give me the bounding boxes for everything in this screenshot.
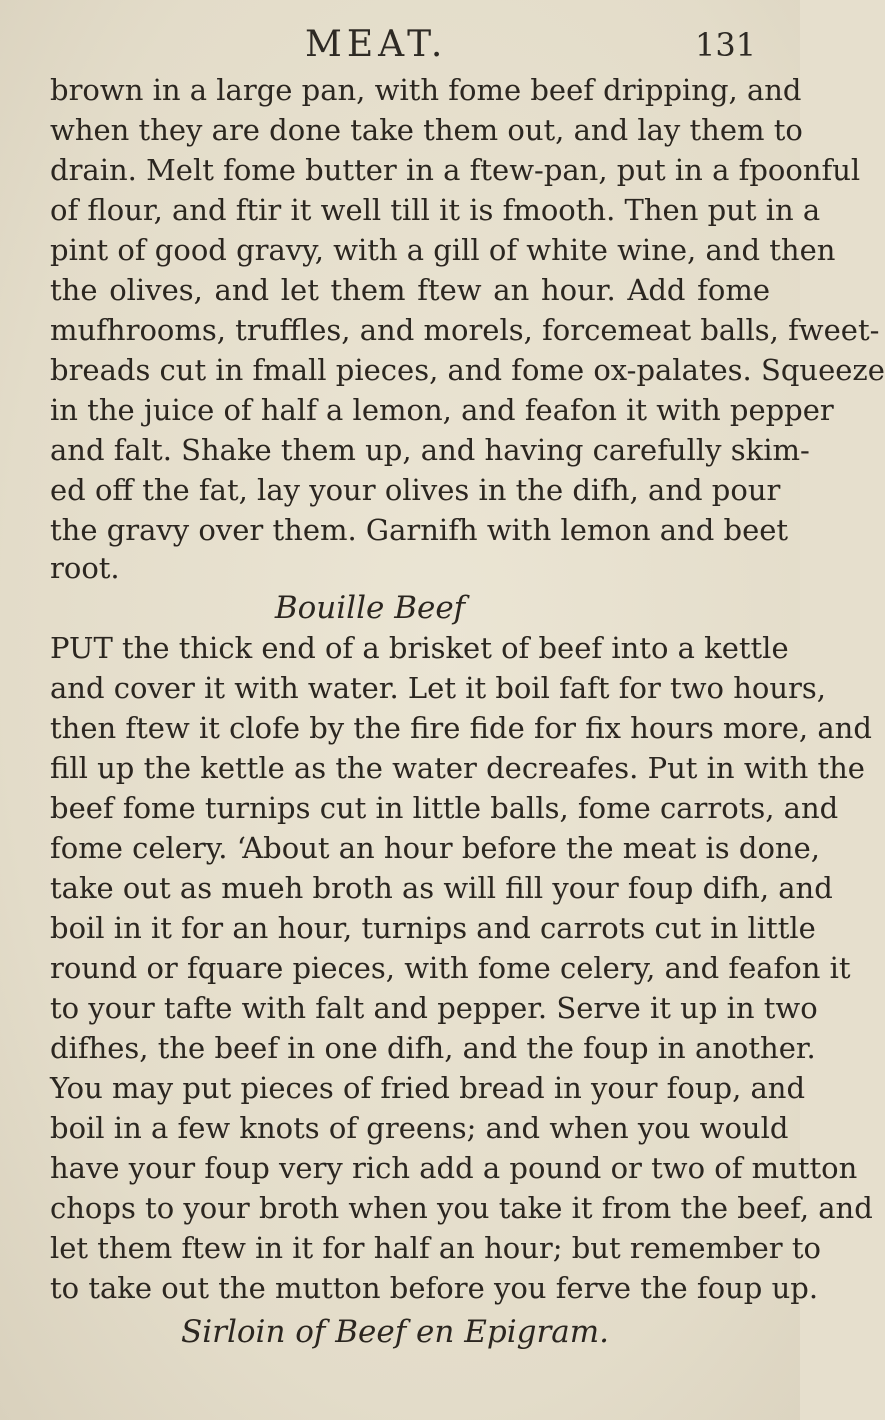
- text-line: round or fquare pieces, with fome celery, and feafon it: [50, 951, 851, 985]
- text-line: and falt. Shake them up, and having carefully skim-: [50, 433, 810, 467]
- text-line: the olives, and let them ftew an hour. Add fome: [50, 273, 770, 307]
- text-line: let them ftew in it for half an hour; but remember to: [50, 1231, 821, 1265]
- text-line: breads cut in fmall pieces, and fome ox-palates. Squeeze: [50, 353, 885, 387]
- recipe-title-sirloin-en-epigram: Sirloin of Beef en Epigram.: [180, 1314, 610, 1350]
- text-line: boil in it for an hour, turnips and carrots cut in little: [50, 911, 816, 945]
- recipe-title-bouille-beef: Bouille Beef: [274, 590, 466, 626]
- text-line: to your tafte with falt and pepper. Serve it up in two: [50, 991, 818, 1025]
- text-line: brown in a large pan, with fome beef dripping, and: [50, 73, 802, 107]
- text-line: ed off the fat, lay your olives in the difh, and pour: [50, 473, 781, 507]
- text-line: fill up the kettle as the water decreafes. Put in with the: [50, 751, 865, 785]
- text-line: You may put pieces of fried bread in your foup, and: [50, 1071, 806, 1105]
- text-line: drain. Melt fome butter in a ftew-pan, put in a fpoonful: [50, 153, 861, 187]
- text-line: mufhrooms, truffles, and morels, forcemeat balls, fweet-: [50, 313, 880, 347]
- text-line: of flour, and ftir it well till it is fmooth. Then put in a: [50, 193, 821, 227]
- text-line: boil in a few knots of greens; and when you would: [50, 1111, 789, 1145]
- text-line: when they are done take them out, and lay them to: [50, 113, 803, 147]
- page-number: 131: [695, 26, 757, 64]
- text-line: difhes, the beef in one difh, and the foup in another.: [50, 1031, 816, 1065]
- text-line: chops to your broth when you take it from the beef, and: [50, 1191, 873, 1225]
- running-head: MEAT.: [305, 24, 448, 65]
- text-line: then ftew it clofe by the fire fide for fix hours more, and: [50, 711, 872, 745]
- text-line: PUT the thick end of a brisket of beef into a kettle: [50, 631, 789, 665]
- text-line: and cover it with water. Let it boil faft for two hours,: [50, 671, 826, 705]
- text-line: fome celery. ‘About an hour before the meat is done,: [50, 831, 820, 865]
- text-line: pint of good gravy, with a gill of white wine, and then: [50, 233, 836, 267]
- text-line: the gravy over them. Garnifh with lemon and beet: [50, 513, 789, 547]
- page-header: [0, 10, 800, 70]
- text-line: take out as mueh broth as will fill your foup difh, and: [50, 871, 833, 905]
- text-line: root.: [50, 551, 120, 585]
- text-line: have your foup very rich add a pound or two of mutton: [50, 1151, 858, 1185]
- text-line: to take out the mutton before you ferve the foup up.: [50, 1271, 819, 1305]
- text-line: in the juice of half a lemon, and feafon it with pepper: [50, 393, 834, 427]
- text-line: beef fome turnips cut in little balls, fome carrots, and: [50, 791, 839, 825]
